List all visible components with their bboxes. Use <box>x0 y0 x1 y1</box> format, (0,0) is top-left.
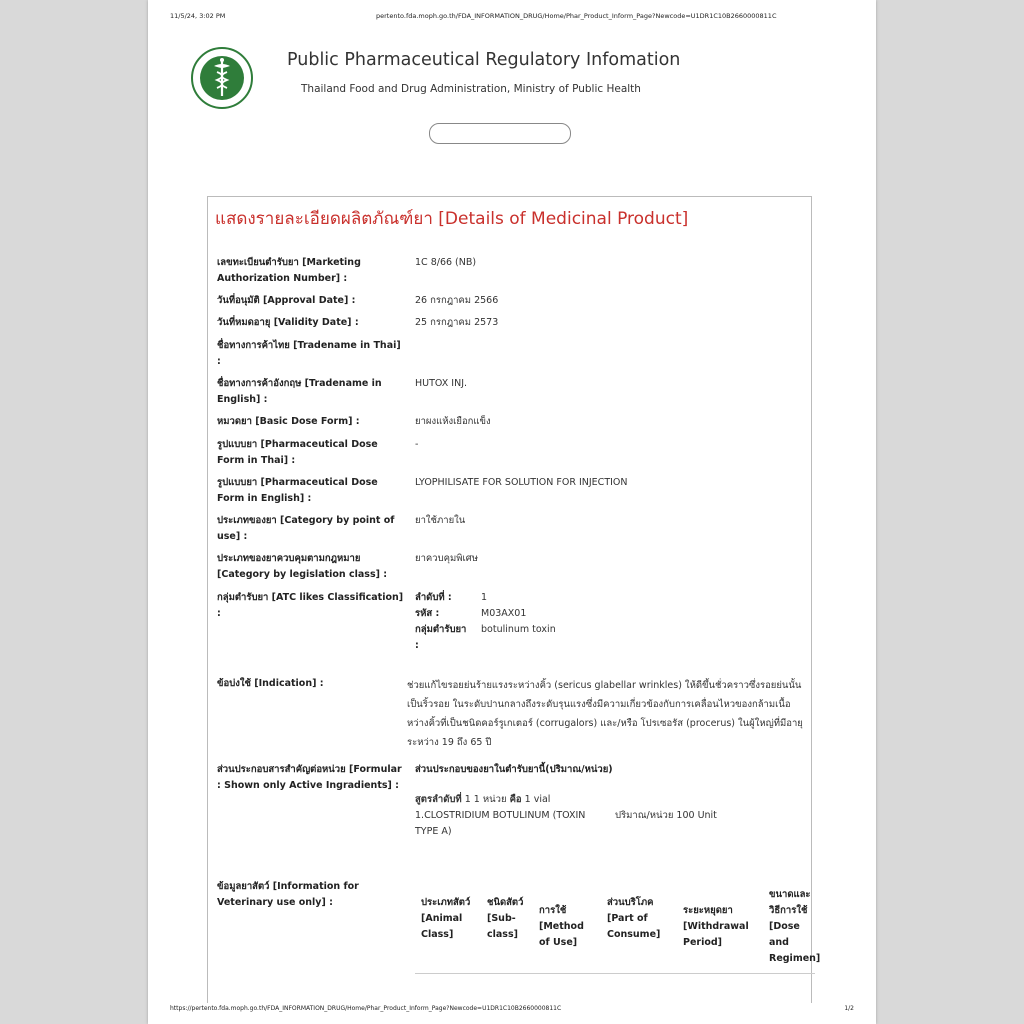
field-label: ชื่อทางการค้าอังกฤษ [Tradename in English] : <box>217 378 382 405</box>
field-value: 25 กรกฎาคม 2573 <box>415 317 499 328</box>
vet-col-method: การใช้ [Method of Use] <box>539 905 584 948</box>
atc-order-value: 1 <box>481 592 488 603</box>
field-label: วันที่อนุมัติ [Approval Date] : <box>217 295 356 306</box>
site-subtitle: Thailand Food and Drug Administration, Ministry of Public Health <box>301 83 641 95</box>
field-label: ชื่อทางการค้าไทย [Tradename in Thai] : <box>217 340 401 367</box>
field-value: - <box>415 439 419 450</box>
formula-heading: ส่วนประกอบของยาในตำรับยานี้(ปริมาณ/หน่วย) <box>415 764 613 775</box>
ministry-seal-icon <box>190 46 254 110</box>
vet-col-dose-regimen: ขนาดและวิธีการใช้ [Dose and Regimen] <box>769 889 821 964</box>
vet-col-animal-class: ประเภทสัตว์ [Animal Class] <box>421 897 471 940</box>
field-label: ส่วนประกอบสารสำคัญต่อหน่วย [Formular : Shown only Active Ingradients] : <box>217 764 402 791</box>
formula-order-key: สูตรลำดับที่ <box>415 794 462 805</box>
field-label: วันที่หมดอายุ [Validity Date] : <box>217 317 359 328</box>
formula-line <box>415 792 805 808</box>
vet-col-withdrawal: ระยะหยุดยา [Withdrawal Period] <box>683 905 749 948</box>
formula-is-key: คือ <box>509 794 522 805</box>
atc-group-key: กลุ่มตำรับยา : <box>415 624 467 651</box>
print-page <box>148 0 876 1024</box>
field-label: ข้อบ่งใช้ [Indication] : <box>217 678 324 689</box>
field-label: รูปแบบยา [Pharmaceutical Dose Form in English] : <box>217 477 378 504</box>
field-value: HUTOX INJ. <box>415 378 468 389</box>
print-date: 11/5/24, 3:02 PM <box>170 12 226 20</box>
search-input[interactable] <box>429 123 571 144</box>
field-label: รูปแบบยา [Pharmaceutical Dose Form in Thai] : <box>217 439 378 466</box>
field-label: ข้อมูลยาสัตว์ [Information for Veterinary use only] : <box>217 881 359 908</box>
ingredient-name: 1.CLOSTRIDIUM BOTULINUM (TOXIN TYPE A) <box>415 810 586 837</box>
site-title: Public Pharmaceutical Regulatory Infomation <box>287 50 681 70</box>
formula-unit: 1 vial <box>524 794 551 805</box>
field-label: หมวดยา [Basic Dose Form] : <box>217 416 360 427</box>
product-details-card <box>207 196 821 1003</box>
formula-order-num: 1 1 หน่วย <box>464 794 507 805</box>
field-label: ประเภทของยา [Category by point of use] : <box>217 515 395 542</box>
vet-col-sub-class: ชนิดสัตว์ [Sub-class] <box>487 897 524 940</box>
field-value: LYOPHILISATE FOR SOLUTION FOR INJECTION <box>415 477 628 488</box>
field-value: 26 กรกฎาคม 2566 <box>415 295 499 306</box>
field-value: ยาใช้ภายใน <box>415 515 466 526</box>
field-value: ยาผงแห้งเยือกแข็ง <box>415 416 491 427</box>
atc-group-value: botulinum toxin <box>481 624 556 635</box>
print-url: pertento.fda.moph.go.th/FDA_INFORMATION_DRUG/Home/Phar_Product_Inform_Page?Newcode=U1DR1C10B2660000811C <box>376 12 777 20</box>
footer-url: https://pertento.fda.moph.go.th/FDA_INFORMATION_DRUG/Home/Phar_Product_Inform_Page?Newcode=U1DR1C10B2660000811C <box>170 1005 562 1012</box>
field-label: กลุ่มตำรับยา [ATC likes Classification] : <box>217 592 404 619</box>
veterinary-table <box>415 889 821 974</box>
card-title: แสดงรายละเอียดผลิตภัณฑ์ยา [Details of Medicinal Product] <box>215 209 689 229</box>
field-label: ประเภทของยาควบคุมตามกฎหมาย [Category by legislation class] : <box>217 553 388 580</box>
atc-code-value: M03AX01 <box>481 608 527 619</box>
field-label: เลขทะเบียนตำรับยา [Marketing Authorization Number] : <box>217 257 361 284</box>
vet-col-part-consume: ส่วนบริโภค [Part of Consume] <box>607 897 661 940</box>
field-value: 1C 8/66 (NB) <box>415 257 477 268</box>
indication-text: ช่วยแก้ไขรอยย่นร้ายแรงระหว่างคิ้ว (sericus glabellar wrinkles) ให้ดีขึ้นชั่วคราวซึ่งรอยย่นนั้นเป็นริ้วรอย ในระดับปานกลางถึงระดับรุนแรงซึ่งมีความเกี่ยวข้องกับการเคลื่อนไหวของกล้ามเนื้อหว่างคิ้วที่เป็นชนิดคอร์รูเกเตอร์ (corrugalors) และ/หรือ โปรเซอรัส (procerus) ในผู้ใหญ่ที่มีอายุระหว่าง 19 ถึง 65 ปี <box>407 680 803 748</box>
page-number: 1/2 <box>844 1005 854 1012</box>
ingredient-amount: ปริมาณ/หน่วย 100 Unit <box>615 810 717 821</box>
ministry-logo <box>190 46 254 110</box>
atc-code-key: รหัส : <box>415 608 440 619</box>
atc-order-key: ลำดับที่ : <box>415 592 452 603</box>
field-value: ยาควบคุมพิเศษ <box>415 553 479 564</box>
